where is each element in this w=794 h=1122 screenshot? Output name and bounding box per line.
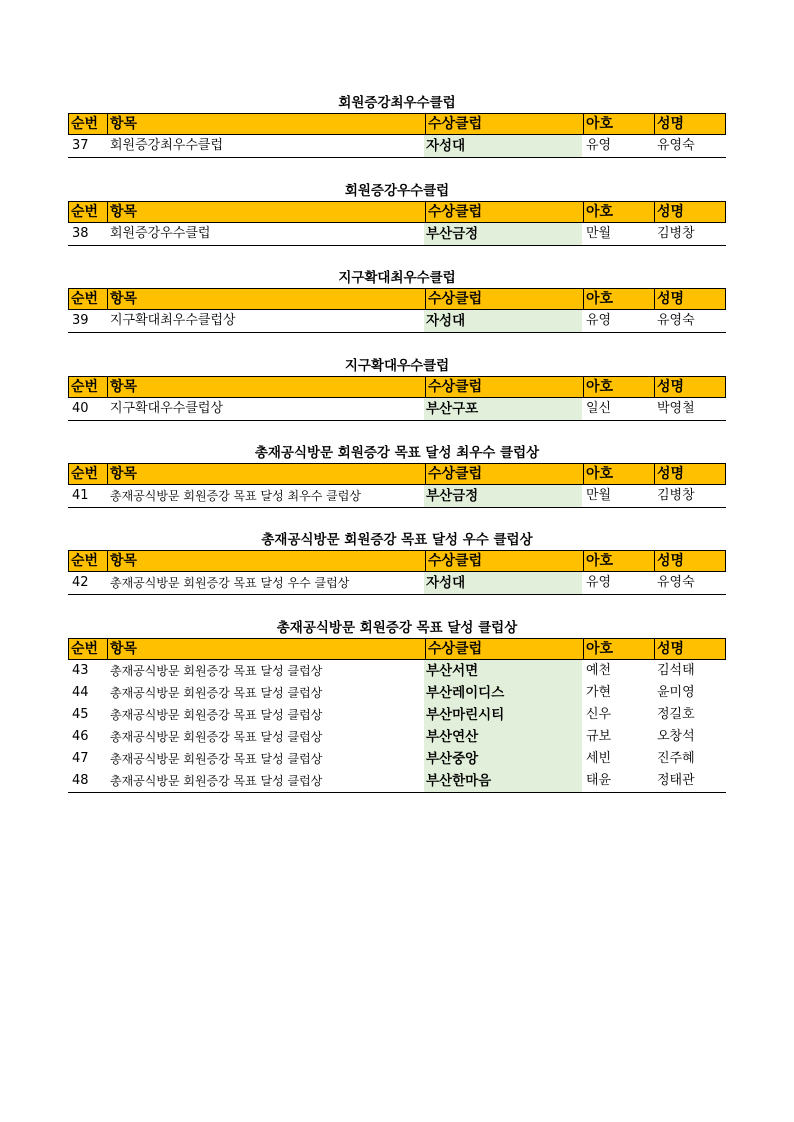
- cell-name: 유영숙: [657, 575, 695, 590]
- cell-item: 총재공식방문 회원증강 목표 달성 클럽상: [110, 774, 323, 788]
- cell-ho: 유영: [586, 138, 612, 153]
- table-bottom-border: [68, 420, 726, 421]
- table-bottom-border: [68, 792, 726, 793]
- cell-item: 총재공식방문 회원증강 목표 달성 최우수 클럽상: [110, 489, 361, 503]
- section-title: 지구확대최우수클럽: [338, 270, 456, 286]
- cell-club: 부산연산: [424, 726, 582, 748]
- header-no: 순번: [71, 291, 99, 307]
- header-club: 수상클럽: [425, 551, 583, 571]
- cell-name: 정길호: [657, 707, 695, 722]
- header-ho: 아호: [583, 639, 654, 659]
- header-ho: 아호: [583, 551, 654, 571]
- award-table: [68, 638, 726, 793]
- header-item: 항목: [107, 639, 425, 659]
- cell-club: 부산레이디스: [424, 682, 582, 704]
- cell-name: 김석태: [657, 663, 695, 678]
- cell-name: 김병창: [657, 488, 695, 503]
- table-header: [68, 288, 726, 310]
- table-row: [68, 726, 726, 748]
- table-row: [68, 572, 726, 594]
- header-item: 항목: [107, 464, 425, 484]
- cell-ho: 유영: [586, 575, 612, 590]
- cell-ho: 가현: [586, 685, 612, 700]
- header-name: 성명: [654, 202, 725, 222]
- cell-item: 회원증강최우수클럽: [110, 138, 224, 153]
- cell-no: 44: [72, 685, 89, 700]
- header-club: 수상클럽: [425, 639, 583, 659]
- table-row: [68, 704, 726, 726]
- award-section: [68, 268, 726, 333]
- header-no: 순번: [71, 466, 99, 482]
- cell-ho: 신우: [586, 707, 612, 722]
- cell-no: 43: [72, 663, 89, 678]
- header-no: 순번: [71, 204, 99, 220]
- cell-club: 부산금정: [424, 223, 582, 245]
- header-no: 순번: [71, 379, 99, 395]
- table-header: [68, 550, 726, 572]
- header-name: 성명: [654, 551, 725, 571]
- header-ho: 아호: [583, 114, 654, 134]
- cell-no: 41: [72, 488, 89, 503]
- header-ho: 아호: [583, 202, 654, 222]
- section-title: 총재공식방문 회원증강 목표 달성 최우수 클럽상: [254, 445, 540, 461]
- header-name: 성명: [654, 289, 725, 309]
- table-row: [68, 660, 726, 682]
- table-row: [68, 682, 726, 704]
- header-ho: 아호: [583, 289, 654, 309]
- cell-name: 진주혜: [657, 751, 695, 766]
- award-section: [68, 356, 726, 421]
- table-row: [68, 398, 726, 420]
- section-title: 회원증강최우수클럽: [338, 95, 456, 111]
- cell-ho: 일신: [586, 401, 612, 416]
- header-name: 성명: [654, 114, 725, 134]
- header-no: 순번: [71, 116, 99, 132]
- award-table: [68, 550, 726, 595]
- cell-no: 40: [72, 401, 89, 416]
- cell-item: 회원증강우수클럽: [110, 226, 211, 241]
- table-row: [68, 310, 726, 332]
- table-bottom-border: [68, 157, 726, 158]
- award-section: [68, 618, 726, 793]
- header-club: 수상클럽: [425, 464, 583, 484]
- cell-ho: 유영: [586, 313, 612, 328]
- header-name: 성명: [654, 639, 725, 659]
- table-row: [68, 223, 726, 245]
- cell-item: 총재공식방문 회원증강 목표 달성 클럽상: [110, 664, 323, 678]
- award-section: [68, 530, 726, 595]
- award-table: [68, 113, 726, 158]
- award-section: [68, 181, 726, 246]
- header-item: 항목: [107, 289, 425, 309]
- cell-name: 유영숙: [657, 313, 695, 328]
- section-title: 지구확대우수클럽: [344, 358, 450, 374]
- table-row: [68, 135, 726, 157]
- cell-item: 지구확대우수클럽상: [110, 401, 224, 416]
- table-bottom-border: [68, 507, 726, 508]
- header-no: 순번: [71, 553, 99, 569]
- section-title: 회원증강우수클럽: [344, 183, 450, 199]
- table-header: [68, 463, 726, 485]
- cell-ho: 규보: [586, 729, 612, 744]
- cell-club: 부산금정: [424, 485, 582, 507]
- header-item: 항목: [107, 202, 425, 222]
- cell-ho: 세빈: [586, 751, 612, 766]
- header-club: 수상클럽: [425, 202, 583, 222]
- table-bottom-border: [68, 332, 726, 333]
- cell-club: 부산중앙: [424, 748, 582, 770]
- cell-club: 자성대: [424, 310, 582, 332]
- header-name: 성명: [654, 464, 725, 484]
- cell-ho: 태윤: [586, 773, 612, 788]
- table-header: [68, 376, 726, 398]
- cell-item: 총재공식방문 회원증강 목표 달성 클럽상: [110, 752, 323, 766]
- header-item: 항목: [107, 114, 425, 134]
- cell-name: 윤미영: [657, 685, 695, 700]
- cell-item: 총재공식방문 회원증강 목표 달성 클럽상: [110, 708, 323, 722]
- table-bottom-border: [68, 245, 726, 246]
- award-section: [68, 443, 726, 508]
- award-table: [68, 288, 726, 333]
- award-table: [68, 463, 726, 508]
- cell-item: 총재공식방문 회원증강 목표 달성 클럽상: [110, 730, 323, 744]
- cell-no: 47: [72, 751, 89, 766]
- cell-name: 오창석: [657, 729, 695, 744]
- cell-club: 부산마린시티: [424, 704, 582, 726]
- section-title: 총재공식방문 회원증강 목표 달성 우수 클럽상: [261, 532, 533, 548]
- cell-name: 박영철: [657, 401, 695, 416]
- cell-name: 정태관: [657, 773, 695, 788]
- header-club: 수상클럽: [425, 289, 583, 309]
- cell-no: 42: [72, 575, 89, 590]
- cell-no: 45: [72, 707, 89, 722]
- header-name: 성명: [654, 377, 725, 397]
- award-table: [68, 376, 726, 421]
- cell-item: 총재공식방문 회원증강 목표 달성 클럽상: [110, 686, 323, 700]
- award-table: [68, 201, 726, 246]
- header-item: 항목: [107, 551, 425, 571]
- cell-no: 48: [72, 773, 89, 788]
- cell-ho: 예천: [586, 663, 612, 678]
- cell-item: 지구확대최우수클럽상: [110, 313, 236, 328]
- header-item: 항목: [107, 377, 425, 397]
- header-no: 순번: [71, 641, 99, 657]
- cell-no: 38: [72, 226, 89, 241]
- cell-club: 자성대: [424, 135, 582, 157]
- header-club: 수상클럽: [425, 377, 583, 397]
- cell-ho: 만월: [586, 226, 612, 241]
- table-row: [68, 485, 726, 507]
- table-row: [68, 770, 726, 792]
- cell-club: 자성대: [424, 572, 582, 594]
- cell-name: 유영숙: [657, 138, 695, 153]
- table-header: [68, 201, 726, 223]
- section-title: 총재공식방문 회원증강 목표 달성 클럽상: [276, 620, 518, 636]
- cell-no: 39: [72, 313, 89, 328]
- award-section: [68, 93, 726, 158]
- cell-club: 부산서면: [424, 660, 582, 682]
- cell-no: 46: [72, 729, 89, 744]
- header-ho: 아호: [583, 464, 654, 484]
- cell-item: 총재공식방문 회원증강 목표 달성 우수 클럽상: [110, 576, 350, 590]
- cell-name: 김병창: [657, 226, 695, 241]
- table-bottom-border: [68, 594, 726, 595]
- table-header: [68, 638, 726, 660]
- cell-no: 37: [72, 138, 89, 153]
- cell-club: 부산구포: [424, 398, 582, 420]
- table-header: [68, 113, 726, 135]
- cell-ho: 만월: [586, 488, 612, 503]
- header-ho: 아호: [583, 377, 654, 397]
- header-club: 수상클럽: [425, 114, 583, 134]
- cell-club: 부산한마음: [424, 770, 582, 792]
- table-row: [68, 748, 726, 770]
